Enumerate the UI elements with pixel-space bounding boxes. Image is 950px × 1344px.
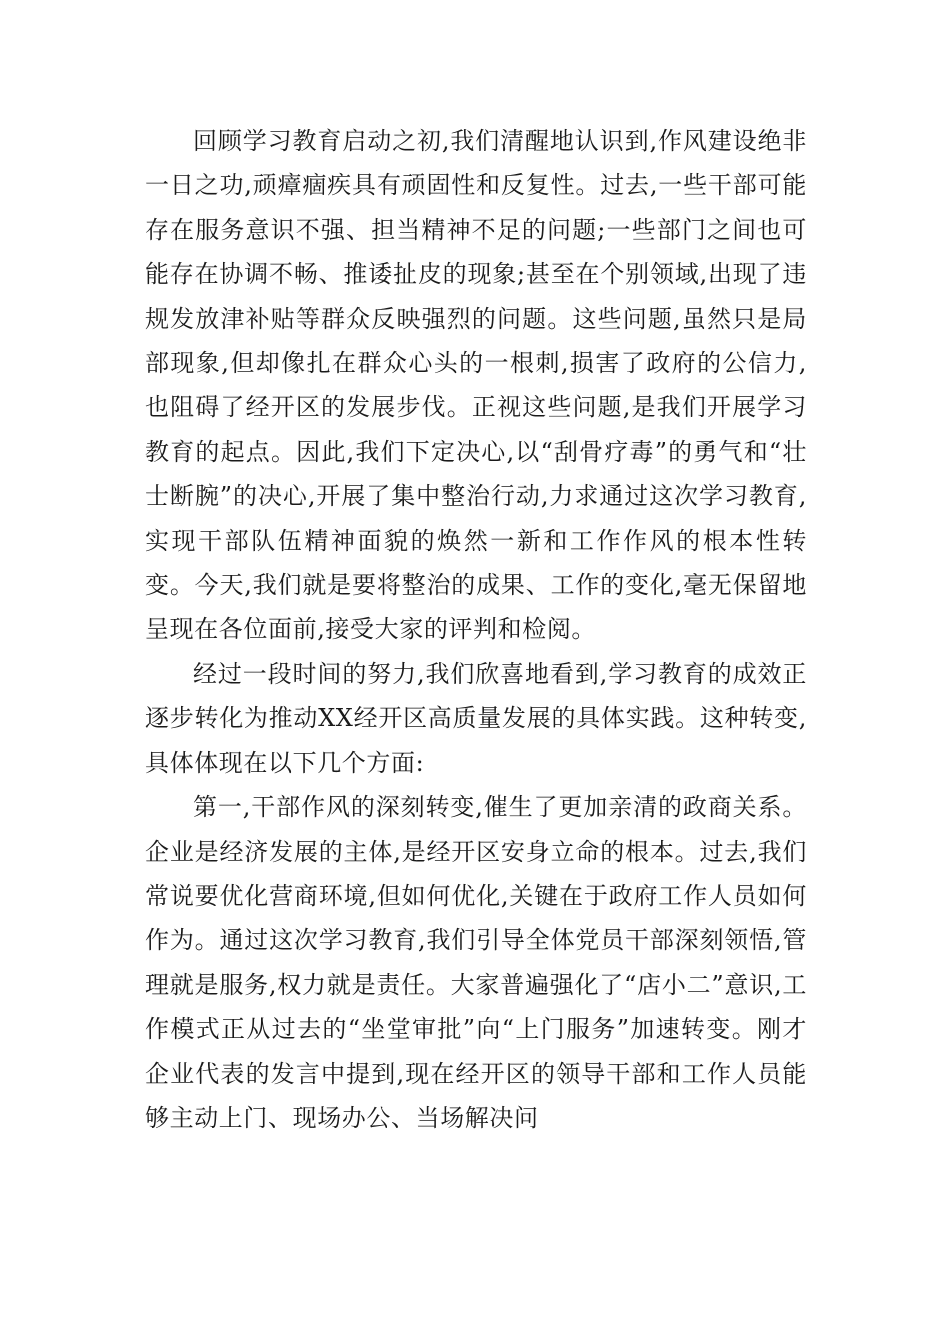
paragraph-review: 回顾学习教育启动之初,我们清醒地认识到,作风建设绝非一日之功,顽瘴痼疾具有顽固性和反复性。过去,一些干部可能存在服务意识不强、担当精神不足的问题;一些部门之间也可能存在协调不畅、推诿扯皮的现象;甚至在个别领域,出现了违规发放津补贴等群众反映强烈的问题。这些问题,虽然只是局部现象,但却像扎在群众心头的一根刺,损害了政府的公信力,也阻碍了经开区的发展步伐。正视这些问题,是我们开展学习教育的起点。因此,我们下定决心,以“刮骨疗毒”的勇气和“壮士断腕”的决心,开展了集中整治行动,力求通过这次学习教育,实现干部队伍精神面貌的焕然一新和工作作风的根本性转变。今天,我们就是要将整治的成果、工作的变化,毫无保留地呈现在各位面前,接受大家的评判和检阅。 [145, 127, 807, 644]
document-body [145, 119, 807, 1140]
paragraph-first-point: 第一,干部作风的深刻转变,催生了更加亲清的政商关系。企业是经济发展的主体,是经开区安身立命的根本。过去,我们常说要优化营商环境,但如何优化,关键在于政府工作人员如何作为。通过这次学习教育,我们引导全体党员干部深刻领悟,管理就是服务,权力就是责任。大家普遍强化了“店小二”意识,工作模式正从过去的“坐堂审批”向“上门服务”加速转变。刚才企业代表的发言中提到,现在经开区的领导干部和工作人员能够主动上门、现场办公、当场解决问 [145, 793, 807, 1132]
paragraph-progress: 经过一段时间的努力,我们欣喜地看到,学习教育的成效正逐步转化为推动XX经开区高质量发展的具体实践。这种转变,具体体现在以下几个方面: [145, 659, 807, 777]
